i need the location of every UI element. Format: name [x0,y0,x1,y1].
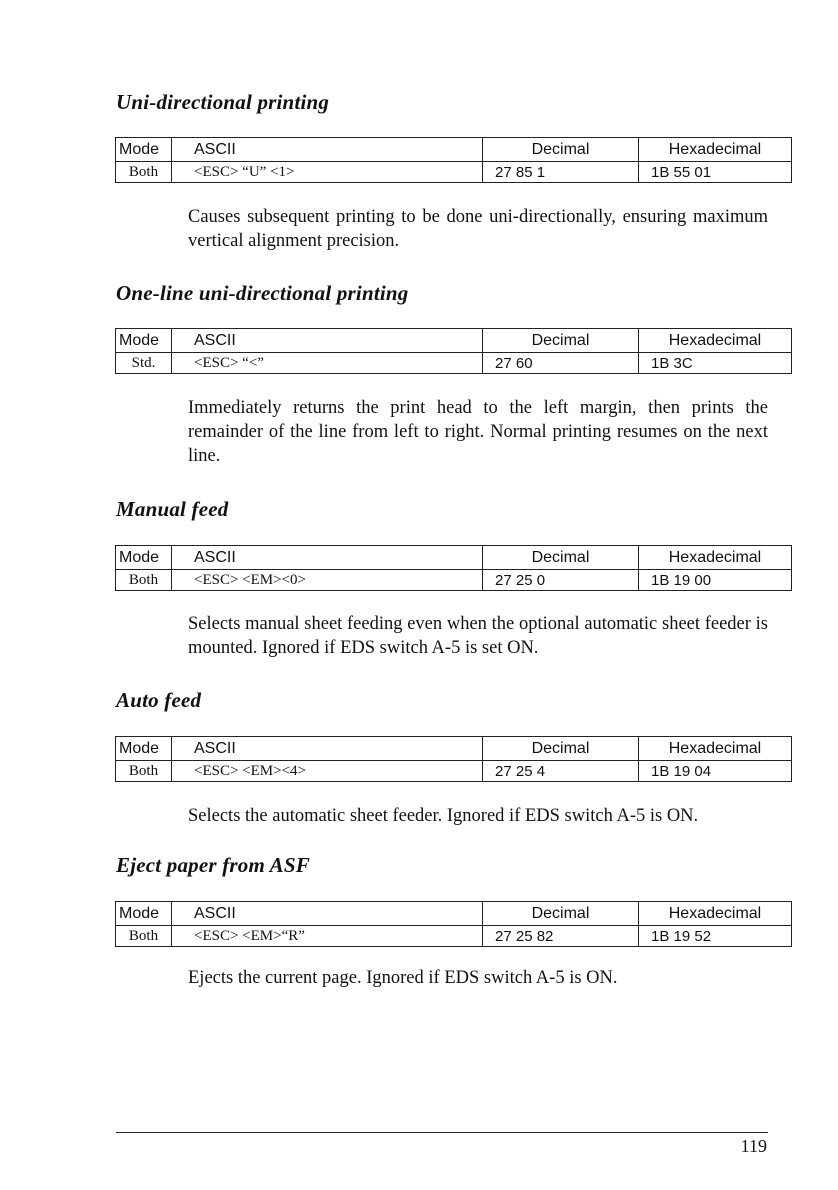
table-row [116,570,792,591]
table-header-row [116,737,792,761]
decimal-cell: 27 85 1 [483,162,639,183]
hexadecimal-cell: 1B 55 01 [639,162,792,183]
decimal-header: Decimal [483,329,639,353]
decimal-header: Decimal [483,902,639,926]
section-heading: Auto feed [116,688,202,712]
section-heading: Uni-directional printing [116,90,330,114]
ascii-header: ASCII [172,546,483,570]
ascii-header: ASCII [172,138,483,162]
decimal-cell: 27 25 82 [483,926,639,947]
decimal-header: Decimal [483,546,639,570]
hexadecimal-cell: 1B 3C [639,353,792,374]
table-row [116,761,792,782]
table-header-row [116,546,792,570]
hexadecimal-cell: 1B 19 04 [639,761,792,782]
mode-cell: Both [116,162,172,183]
mode-header: Mode [116,138,172,162]
page-number: 119 [740,1136,767,1156]
ascii-cell: <ESC> <EM><4> [172,761,483,782]
section-heading: Manual feed [116,497,229,521]
command-table [115,137,792,183]
command-description: Selects the automatic sheet feeder. Ignored if EDS switch A-5 is ON. [188,806,699,826]
hexadecimal-cell: 1B 19 52 [639,926,792,947]
ascii-cell: <ESC> “U” <1> [172,162,483,183]
decimal-cell: 27 25 0 [483,570,639,591]
mode-header: Mode [116,546,172,570]
command-table [115,545,792,591]
mode-header: Mode [116,737,172,761]
command-table [115,328,792,374]
command-description: Ejects the current page. Ignored if EDS switch A-5 is ON. [188,968,618,988]
mode-cell: Std. [116,353,172,374]
table-header-row [116,138,792,162]
hexadecimal-header: Hexadecimal [639,737,792,761]
mode-header: Mode [116,329,172,353]
mode-cell: Both [116,761,172,782]
ascii-header: ASCII [172,902,483,926]
ascii-header: ASCII [172,329,483,353]
decimal-header: Decimal [483,138,639,162]
ascii-cell: <ESC> <EM><0> [172,570,483,591]
mode-cell: Both [116,570,172,591]
hexadecimal-header: Hexadecimal [639,546,792,570]
ascii-cell: <ESC> “<” [172,353,483,374]
command-description: Selects manual sheet feeding even when the optional automatic sheet feeder is mounted. Ignored if EDS switch A-5 is set ON. [188,614,768,658]
ascii-header: ASCII [172,737,483,761]
table-row [116,353,792,374]
mode-cell: Both [116,926,172,947]
section-heading: One-line uni-directional printing [116,281,409,305]
decimal-cell: 27 25 4 [483,761,639,782]
table-row [116,926,792,947]
command-table [115,901,792,947]
table-header-row [116,902,792,926]
table-row [116,162,792,183]
section-heading: Eject paper from ASF [116,853,310,877]
ascii-cell: <ESC> <EM>“R” [172,926,483,947]
table-header-row [116,329,792,353]
footer-divider [116,1132,768,1133]
hexadecimal-cell: 1B 19 00 [639,570,792,591]
hexadecimal-header: Hexadecimal [639,138,792,162]
decimal-header: Decimal [483,737,639,761]
command-description: Immediately returns the print head to the left margin, then prints the remainder of the line from left to right. Normal printing resumes on the next line. [188,398,768,466]
mode-header: Mode [116,902,172,926]
command-table [115,736,792,782]
command-description: Causes subsequent printing to be done uni-directionally, ensuring maximum vertical alignment precision. [188,207,768,251]
hexadecimal-header: Hexadecimal [639,329,792,353]
hexadecimal-header: Hexadecimal [639,902,792,926]
decimal-cell: 27 60 [483,353,639,374]
